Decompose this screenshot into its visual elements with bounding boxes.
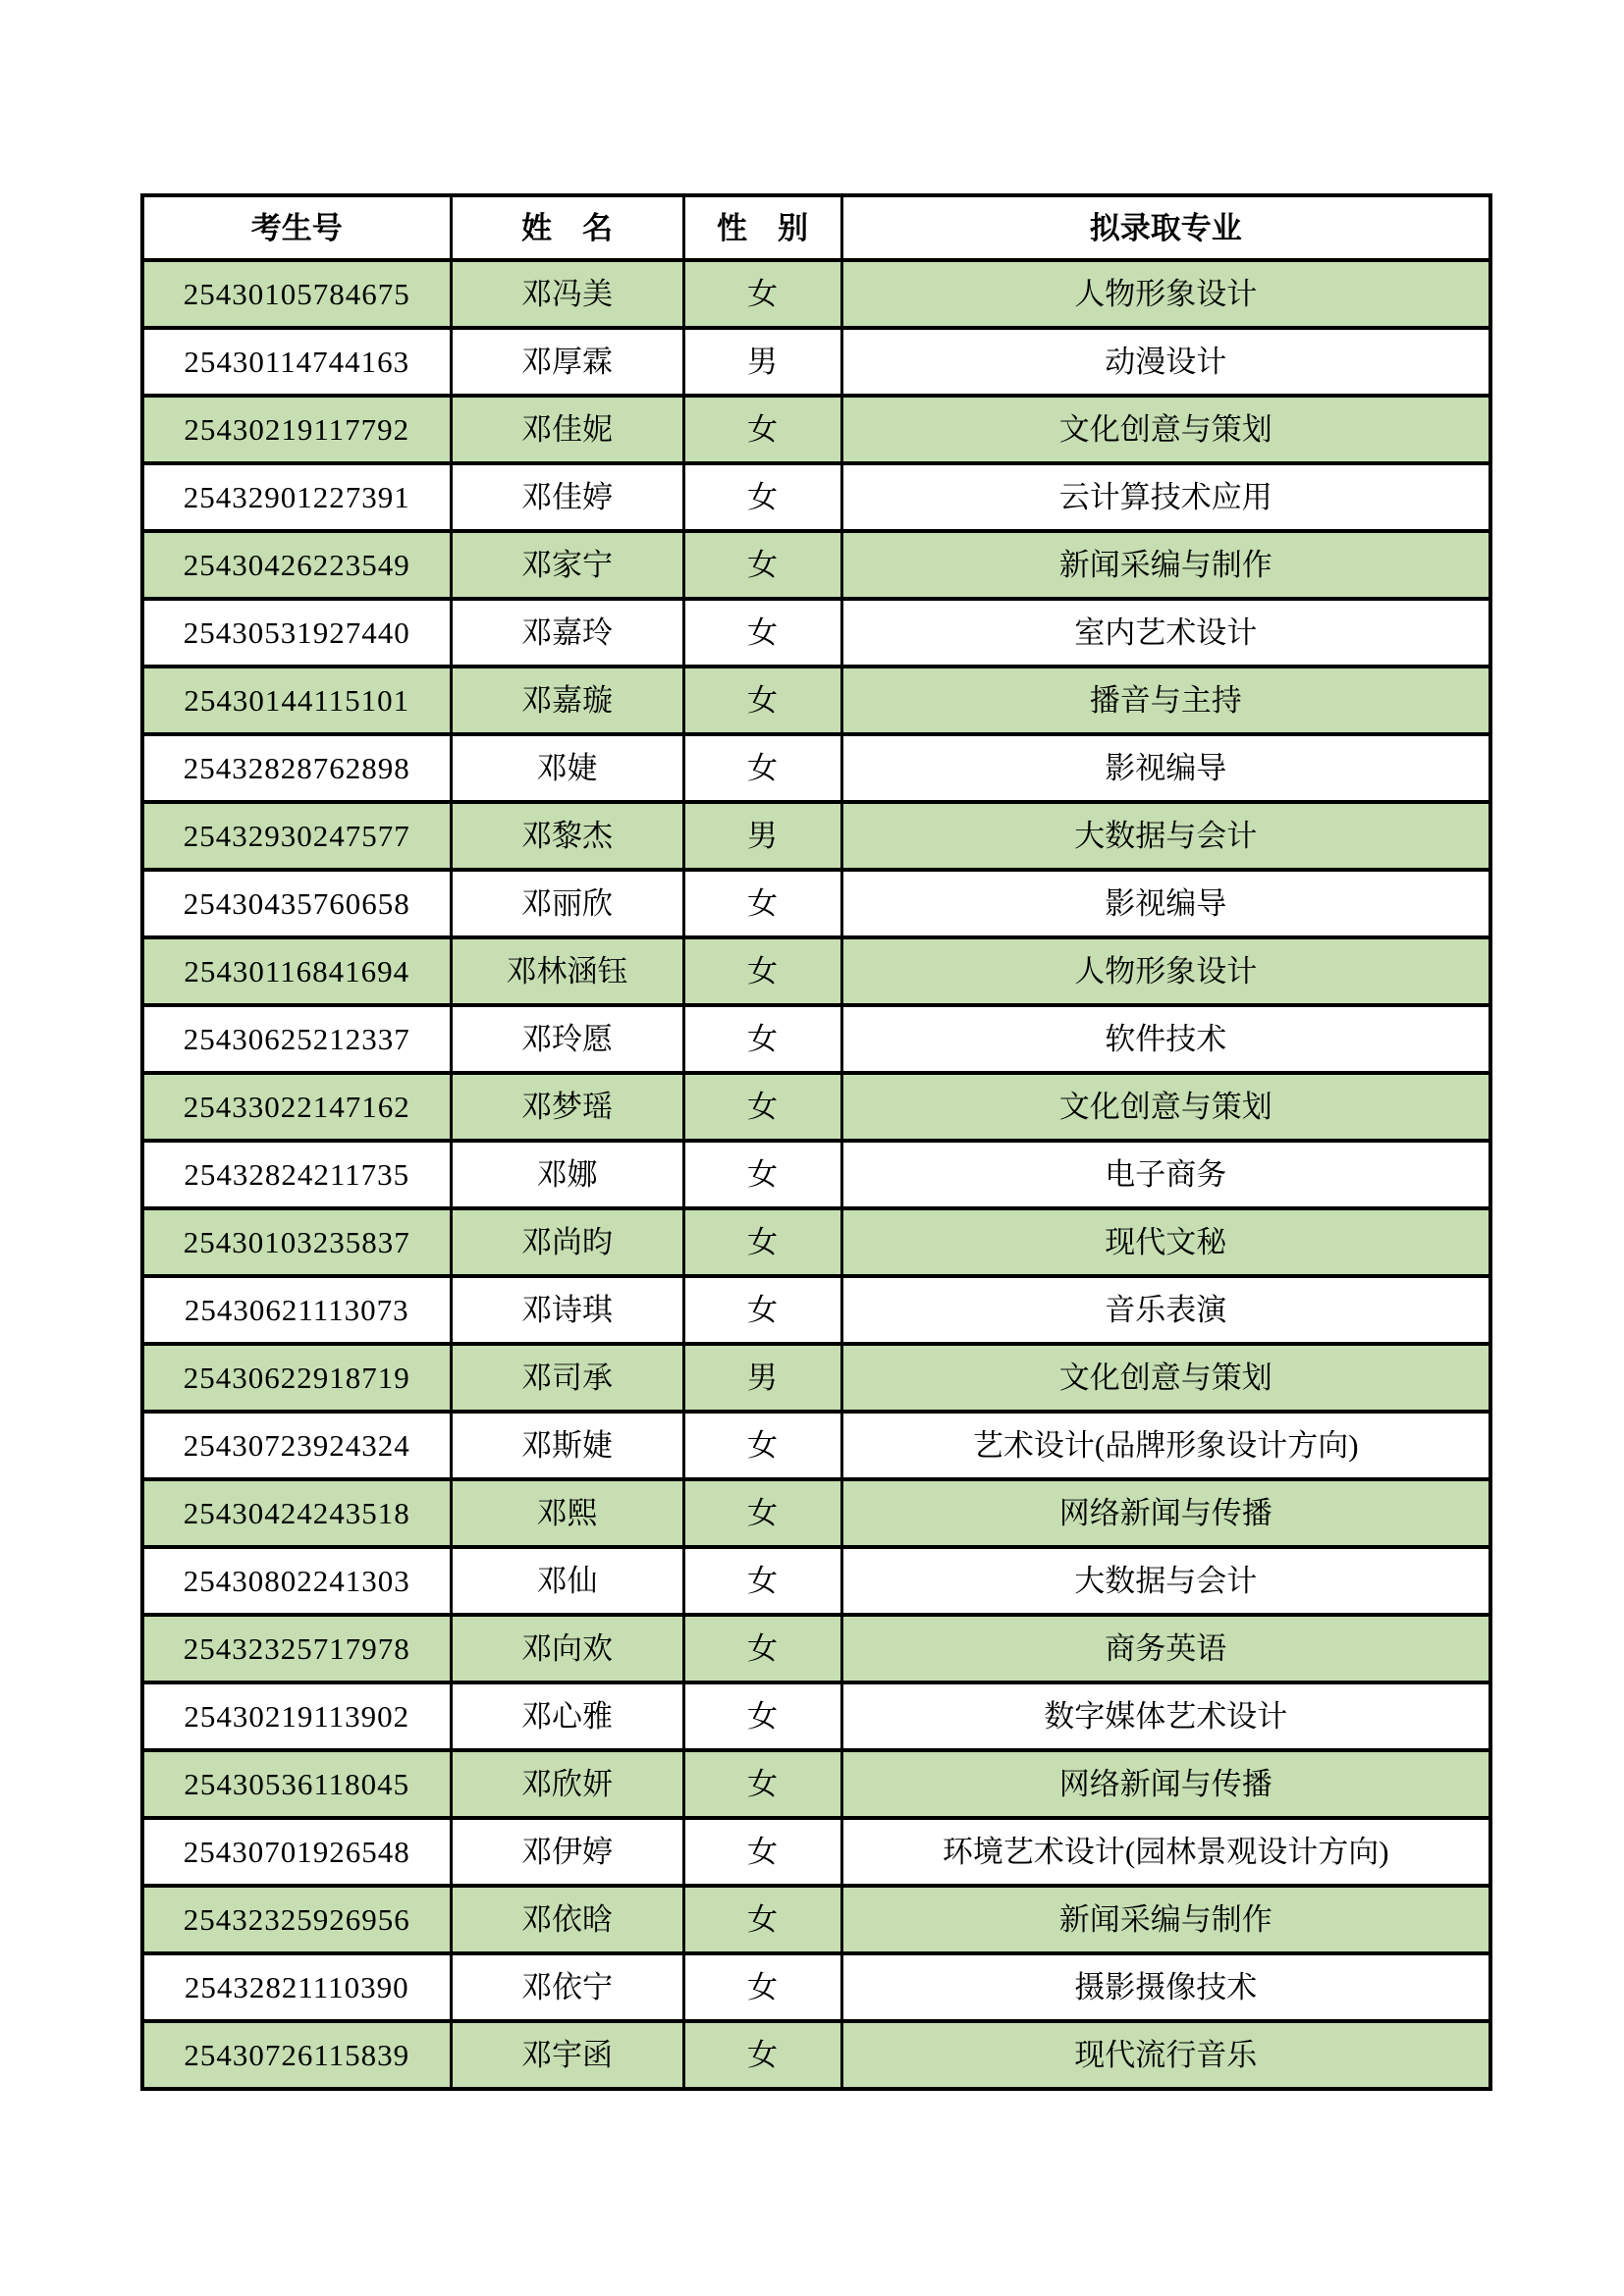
name-cell: 邓家宁	[451, 531, 683, 599]
gender-cell: 女	[683, 1886, 841, 1953]
gender-cell: 女	[683, 667, 841, 734]
candidate-id-cell: 25430116841694	[142, 937, 451, 1005]
name-cell: 邓丽欣	[451, 870, 683, 937]
candidate-id-cell: 25430625212337	[142, 1005, 451, 1073]
candidate-id-cell: 25430435760658	[142, 870, 451, 937]
gender-cell: 女	[683, 1615, 841, 1682]
candidate-id-cell: 25430531927440	[142, 599, 451, 667]
candidate-id-cell: 25430424243518	[142, 1479, 451, 1547]
candidate-id-cell: 25430219113902	[142, 1682, 451, 1750]
candidate-id-cell: 25430103235837	[142, 1208, 451, 1276]
name-cell: 邓娜	[451, 1141, 683, 1208]
major-cell: 新闻采编与制作	[841, 531, 1490, 599]
major-cell: 影视编导	[841, 870, 1490, 937]
gender-cell: 女	[683, 260, 841, 328]
major-cell: 现代流行音乐	[841, 2021, 1490, 2089]
name-cell: 邓诗琪	[451, 1276, 683, 1344]
name-cell: 邓冯美	[451, 260, 683, 328]
name-cell: 邓欣妍	[451, 1750, 683, 1818]
major-cell: 播音与主持	[841, 667, 1490, 734]
table-row	[142, 1005, 1490, 1073]
gender-cell: 女	[683, 1005, 841, 1073]
name-cell: 邓佳妮	[451, 396, 683, 463]
gender-cell: 女	[683, 1276, 841, 1344]
name-cell: 邓黎杰	[451, 802, 683, 870]
major-cell: 大数据与会计	[841, 802, 1490, 870]
table-row	[142, 1886, 1490, 1953]
major-cell: 现代文秘	[841, 1208, 1490, 1276]
candidate-id-cell: 25430723924324	[142, 1412, 451, 1479]
candidate-id-cell: 25430622918719	[142, 1344, 451, 1412]
table-row	[142, 1818, 1490, 1886]
candidate-id-cell: 25432325717978	[142, 1615, 451, 1682]
major-cell: 室内艺术设计	[841, 599, 1490, 667]
candidate-id-cell: 25430105784675	[142, 260, 451, 328]
gender-cell: 男	[683, 802, 841, 870]
gender-cell: 女	[683, 1682, 841, 1750]
table-row	[142, 734, 1490, 802]
gender-cell: 女	[683, 1412, 841, 1479]
table-row	[142, 1344, 1490, 1412]
name-cell: 邓婕	[451, 734, 683, 802]
major-cell: 人物形象设计	[841, 937, 1490, 1005]
gender-cell: 女	[683, 1750, 841, 1818]
major-cell: 影视编导	[841, 734, 1490, 802]
gender-cell: 女	[683, 1141, 841, 1208]
table-row	[142, 599, 1490, 667]
gender-cell: 女	[683, 1073, 841, 1141]
candidate-id-cell: 25430621113073	[142, 1276, 451, 1344]
table-row	[142, 1615, 1490, 1682]
candidate-id-cell: 25430802241303	[142, 1547, 451, 1615]
table-row	[142, 1073, 1490, 1141]
candidate-id-cell: 25432325926956	[142, 1886, 451, 1953]
major-cell: 摄影摄像技术	[841, 1953, 1490, 2021]
table-body	[142, 260, 1490, 2089]
major-cell: 文化创意与策划	[841, 396, 1490, 463]
table-row	[142, 667, 1490, 734]
gender-cell: 男	[683, 1344, 841, 1412]
gender-cell: 女	[683, 937, 841, 1005]
name-cell: 邓依宁	[451, 1953, 683, 2021]
table-row	[142, 1479, 1490, 1547]
major-cell: 环境艺术设计(园林景观设计方向)	[841, 1818, 1490, 1886]
gender-cell: 女	[683, 1547, 841, 1615]
name-cell: 邓熙	[451, 1479, 683, 1547]
table-row	[142, 1547, 1490, 1615]
major-cell: 文化创意与策划	[841, 1344, 1490, 1412]
major-cell: 音乐表演	[841, 1276, 1490, 1344]
name-cell: 邓梦瑶	[451, 1073, 683, 1141]
candidate-id-cell: 25430426223549	[142, 531, 451, 599]
gender-cell: 女	[683, 396, 841, 463]
major-cell: 人物形象设计	[841, 260, 1490, 328]
major-cell: 软件技术	[841, 1005, 1490, 1073]
gender-cell: 女	[683, 1818, 841, 1886]
name-cell: 邓宇函	[451, 2021, 683, 2089]
major-cell: 大数据与会计	[841, 1547, 1490, 1615]
name-cell: 邓向欢	[451, 1615, 683, 1682]
table-row	[142, 1276, 1490, 1344]
candidate-id-cell: 25432824211735	[142, 1141, 451, 1208]
table-row	[142, 531, 1490, 599]
table-header-row	[142, 195, 1490, 260]
table-row	[142, 1141, 1490, 1208]
name-cell: 邓斯婕	[451, 1412, 683, 1479]
gender-cell: 女	[683, 870, 841, 937]
admission-table	[140, 193, 1492, 2091]
candidate-id-cell: 25430726115839	[142, 2021, 451, 2089]
column-header-name: 姓 名	[451, 195, 683, 260]
gender-cell: 女	[683, 463, 841, 531]
major-cell: 商务英语	[841, 1615, 1490, 1682]
major-cell: 网络新闻与传播	[841, 1750, 1490, 1818]
candidate-id-cell: 25430701926548	[142, 1818, 451, 1886]
candidate-id-cell: 25432930247577	[142, 802, 451, 870]
table-row	[142, 463, 1490, 531]
candidate-id-cell: 25430536118045	[142, 1750, 451, 1818]
table-row	[142, 870, 1490, 937]
candidate-id-cell: 25432901227391	[142, 463, 451, 531]
candidate-id-cell: 25430144115101	[142, 667, 451, 734]
gender-cell: 女	[683, 1479, 841, 1547]
table-row	[142, 1208, 1490, 1276]
gender-cell: 女	[683, 1953, 841, 2021]
table-row	[142, 1682, 1490, 1750]
column-header-major: 拟录取专业	[841, 195, 1490, 260]
table-row	[142, 396, 1490, 463]
table-row	[142, 1750, 1490, 1818]
gender-cell: 女	[683, 531, 841, 599]
gender-cell: 女	[683, 599, 841, 667]
name-cell: 邓尚昀	[451, 1208, 683, 1276]
name-cell: 邓嘉璇	[451, 667, 683, 734]
gender-cell: 女	[683, 1208, 841, 1276]
table-row	[142, 1953, 1490, 2021]
name-cell: 邓心雅	[451, 1682, 683, 1750]
table-row	[142, 260, 1490, 328]
name-cell: 邓佳婷	[451, 463, 683, 531]
table-row	[142, 1412, 1490, 1479]
name-cell: 邓伊婷	[451, 1818, 683, 1886]
gender-cell: 女	[683, 734, 841, 802]
candidate-id-cell: 25432821110390	[142, 1953, 451, 2021]
name-cell: 邓依晗	[451, 1886, 683, 1953]
name-cell: 邓仙	[451, 1547, 683, 1615]
name-cell: 邓司承	[451, 1344, 683, 1412]
table-row	[142, 2021, 1490, 2089]
table-row	[142, 802, 1490, 870]
name-cell: 邓玲愿	[451, 1005, 683, 1073]
candidate-id-cell: 25430114744163	[142, 328, 451, 396]
major-cell: 网络新闻与传播	[841, 1479, 1490, 1547]
gender-cell: 男	[683, 328, 841, 396]
name-cell: 邓林涵钰	[451, 937, 683, 1005]
gender-cell: 女	[683, 2021, 841, 2089]
candidate-id-cell: 25430219117792	[142, 396, 451, 463]
candidate-id-cell: 25433022147162	[142, 1073, 451, 1141]
candidate-id-cell: 25432828762898	[142, 734, 451, 802]
major-cell: 云计算技术应用	[841, 463, 1490, 531]
major-cell: 文化创意与策划	[841, 1073, 1490, 1141]
major-cell: 新闻采编与制作	[841, 1886, 1490, 1953]
admission-list-page	[140, 193, 1489, 2091]
name-cell: 邓厚霖	[451, 328, 683, 396]
major-cell: 艺术设计(品牌形象设计方向)	[841, 1412, 1490, 1479]
name-cell: 邓嘉玲	[451, 599, 683, 667]
major-cell: 动漫设计	[841, 328, 1490, 396]
table-row	[142, 937, 1490, 1005]
column-header-gender: 性 别	[683, 195, 841, 260]
major-cell: 电子商务	[841, 1141, 1490, 1208]
table-row	[142, 328, 1490, 396]
major-cell: 数字媒体艺术设计	[841, 1682, 1490, 1750]
column-header-candidate-id: 考生号	[142, 195, 451, 260]
